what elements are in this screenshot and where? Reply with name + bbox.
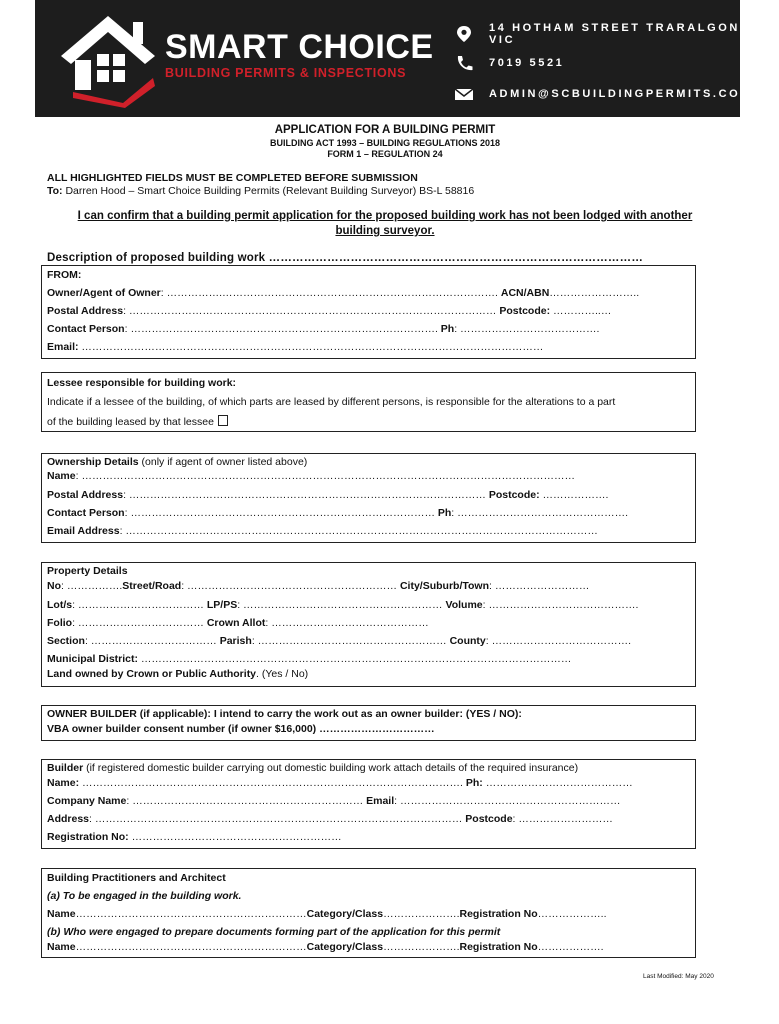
practitioner-b-field[interactable]: Name…………………………………………………………Category/Class………………….Registration No………………. bbox=[47, 941, 604, 953]
brand-tagline: BUILDING PERMITS & INSPECTIONS bbox=[165, 66, 407, 80]
municipal-district-field[interactable]: Municipal District: …………………………………………………………………………………………………………… bbox=[47, 653, 572, 665]
builder-address-field[interactable]: Address: …………………………………………………………………………………………… Postcode: ……………………… bbox=[47, 813, 613, 825]
brand bbox=[165, 30, 434, 80]
to-line bbox=[47, 185, 474, 197]
contact-address bbox=[453, 22, 740, 46]
practitioners-a: (a) To be engaged in the building work. bbox=[47, 890, 242, 902]
practitioners-heading: Building Practitioners and Architect bbox=[47, 872, 226, 884]
property-heading: Property Details bbox=[47, 565, 128, 577]
last-modified: Last Modified: May 2020 bbox=[643, 973, 714, 980]
ownership-contact-field[interactable]: Contact Person: …………………………………………………………………………… Ph: …………………………………………. bbox=[47, 507, 629, 519]
lessee-section bbox=[41, 372, 696, 432]
ownership-postal-field[interactable]: Postal Address: ………………………………………………………………………………………… Postcode: ………………. bbox=[47, 489, 609, 501]
envelope-icon bbox=[453, 85, 475, 103]
contact-phone bbox=[453, 54, 564, 72]
vba-consent-field[interactable]: VBA owner builder consent number (if owner $16,000) …………………………… bbox=[47, 723, 435, 735]
owner-builder-section bbox=[41, 705, 696, 741]
brand-name: SMART CHOICE bbox=[165, 28, 434, 66]
email-field[interactable]: Email: …………………………………………………………………………………………………………………… bbox=[47, 341, 544, 353]
house-logo-icon bbox=[53, 8, 163, 108]
property-address-field[interactable]: No: …………….Street/Road: …………………………………………………… City/Suburb/Town: ……………………… bbox=[47, 580, 590, 592]
location-pin-icon bbox=[453, 25, 475, 43]
builder-name-field[interactable]: Name: ………………………………………………………………………………………………. Ph: …………………………………… bbox=[47, 777, 633, 789]
contact-email bbox=[453, 85, 779, 103]
description-field[interactable]: Description of proposed building work …………………………………………………………………………………… bbox=[47, 252, 644, 264]
to-label: To: bbox=[47, 185, 63, 197]
confirm-statement: I can confirm that a building permit application for the proposed building work has not been lodged with another building surveyor. bbox=[77, 210, 693, 237]
owner-builder-line[interactable]: OWNER BUILDER (if applicable): I intend to carry the work out as an owner builder: (YES / NO): bbox=[47, 708, 522, 720]
lessee-checkbox[interactable] bbox=[218, 415, 228, 426]
contact-person-field[interactable]: Contact Person: ……………………………………………………………………………. Ph: …………………………………. bbox=[47, 323, 600, 335]
practitioner-a-field[interactable]: Name…………………………………………………………Category/Class………………….Registration No……………….. bbox=[47, 908, 607, 920]
address-text: 14 HOTHAM STREET TRARALGON VIC bbox=[489, 22, 740, 46]
ownership-section bbox=[41, 453, 696, 543]
form-act: BUILDING ACT 1993 – BUILDING REGULATIONS 2018 bbox=[269, 138, 501, 148]
lessee-text-2: of the building leased by that lessee bbox=[47, 415, 228, 428]
phone-text: 7019 5521 bbox=[489, 57, 565, 69]
builder-section bbox=[41, 759, 696, 849]
form-title: APPLICATION FOR A BUILDING PERMIT bbox=[274, 124, 496, 136]
lessee-heading: Lessee responsible for building work: bbox=[47, 377, 237, 389]
lessee-text-1: Indicate if a lessee of the building, of which parts are leased by different persons, is responsible for the alterations to a part bbox=[47, 396, 616, 408]
postal-address-field[interactable]: Postal Address: …………………………………………………………………………………………… Postcode: …………..… bbox=[47, 305, 612, 317]
from-heading: FROM: bbox=[47, 269, 82, 281]
practitioners-b: (b) Who were engaged to prepare documents forming part of the application for this permit bbox=[47, 926, 501, 938]
form-number: FORM 1 – REGULATION 24 bbox=[327, 149, 443, 159]
crown-land-field[interactable]: Land owned by Crown or Public Authority. (Yes / No) bbox=[47, 668, 309, 680]
ownership-name-field[interactable]: Name: …………………………………………………………………………………………………………………………… bbox=[47, 470, 575, 482]
property-lot-field[interactable]: Lot/s: ……………………………… LP/PS: ………………………………………………… Volume: ……………………………………. bbox=[47, 599, 639, 611]
builder-registration-field[interactable]: Registration No: …………………………………………………… bbox=[47, 831, 342, 843]
email-text: ADMIN@SCBUILDINGPERMITS.COM.AU bbox=[489, 88, 779, 100]
required-notice: ALL HIGHLIGHTED FIELDS MUST BE COMPLETED BEFORE SUBMISSION bbox=[47, 172, 418, 184]
ownership-heading: Ownership Details (only if agent of owner listed above) bbox=[47, 456, 308, 468]
phone-icon bbox=[453, 54, 475, 72]
builder-company-field[interactable]: Company Name: ………………………………………………………… Email: ……………………………………………………… bbox=[47, 795, 621, 807]
header-banner bbox=[35, 0, 779, 117]
practitioners-section bbox=[41, 868, 696, 958]
to-text: Darren Hood – Smart Choice Building Permits (Relevant Building Surveyor) BS-L 58816 bbox=[62, 185, 475, 197]
property-folio-field[interactable]: Folio: ……………………………… Crown Allot: ……………………………………… bbox=[47, 617, 429, 629]
owner-field[interactable]: Owner/Agent of Owner: …………….……………………………………………………………………. ACN/ABN…………………….. bbox=[47, 287, 640, 299]
ownership-email-field[interactable]: Email Address: ……………………………………………………………………………………………………………………… bbox=[47, 525, 598, 537]
property-section-field[interactable]: Section: ……………………………… Parish: ……………………………………………… County: …………………………………. bbox=[47, 635, 632, 647]
property-section bbox=[41, 562, 696, 687]
builder-heading: Builder (if registered domestic builder carrying out domestic building work attach details of the required insurance) bbox=[47, 762, 579, 774]
from-section bbox=[41, 265, 696, 359]
